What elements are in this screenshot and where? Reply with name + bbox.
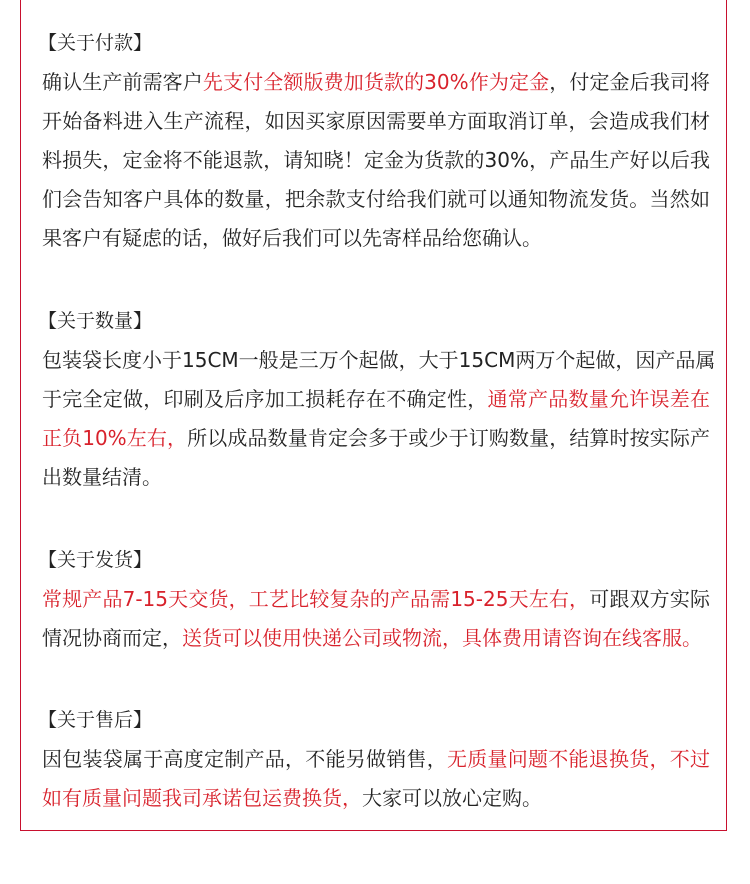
paragraph-line	[42, 63, 710, 102]
section-heading: 【关于售后】	[38, 709, 153, 731]
body-text: 出数量结清。	[42, 465, 162, 489]
highlighted-text: 常规产品7-15天交货，工艺比较复杂的产品需15-25天左右，	[42, 587, 590, 611]
paragraph-line	[42, 419, 710, 458]
paragraph-line	[42, 380, 710, 419]
body-text: 料损失，定金将不能退款，请知晓！定金为货款的30%，产品生产好以后我	[42, 148, 710, 172]
paragraph-line	[42, 580, 710, 619]
paragraph-line	[42, 180, 710, 219]
paragraph-line	[42, 141, 710, 180]
body-text: 开始备料进入生产流程，如因买家原因需要单方面取消订单，会造成我们材	[42, 109, 710, 133]
paragraph-line	[42, 341, 716, 380]
paragraph-line	[42, 102, 710, 141]
highlighted-text: 先支付全额版费加货款的30%作为定金	[202, 70, 550, 94]
highlighted-text: 送货可以使用快递公司或物流，具体费用请咨询在线客服。	[182, 626, 702, 650]
body-text: 于完全定做，印刷及后序加工损耗存在不确定性，	[42, 387, 488, 411]
body-text: 们会告知客户具体的数量，把余款支付给我们就可以通知物流发货。当然如	[42, 187, 710, 211]
paragraph-line	[42, 740, 710, 779]
section-quantity	[38, 302, 716, 497]
section-heading: 【关于付款】	[38, 32, 153, 54]
section-after-sales	[38, 701, 710, 818]
body-text: 包装袋长度小于15CM一般是三万个起做，大于15CM两万个起做，因产品属	[42, 348, 716, 372]
body-text: 大家可以放心定购。	[362, 786, 542, 810]
section-heading: 【关于数量】	[38, 310, 153, 332]
body-text: 果客户有疑虑的话，做好后我们可以先寄样品给您确认。	[42, 226, 542, 250]
paragraph-line	[42, 779, 710, 818]
body-text: 所以成品数量肯定会多于或少于订购数量，结算时按实际产	[187, 426, 711, 450]
highlighted-text: 无质量问题不能退换货，不过	[447, 747, 710, 771]
highlighted-text: 正负10%左右，	[42, 426, 188, 450]
body-text: 因包装袋属于高度定制产品，不能另做销售，	[42, 747, 447, 771]
section-payment	[38, 24, 711, 258]
body-text: ，付定金后我司将	[549, 70, 711, 94]
section-heading: 【关于发货】	[38, 549, 153, 571]
paragraph-line	[42, 219, 710, 258]
highlighted-text: 如有质量问题我司承诺包运费换货，	[42, 786, 362, 810]
body-text: 可跟双方实际	[589, 587, 710, 611]
paragraph-line	[42, 458, 710, 497]
paragraph-line	[42, 619, 710, 658]
section-shipping	[38, 541, 710, 658]
body-text: 确认生产前需客户	[42, 70, 203, 94]
body-text: 情况协商而定，	[42, 626, 182, 650]
highlighted-text: 通常产品数量允许误差在	[487, 387, 710, 411]
